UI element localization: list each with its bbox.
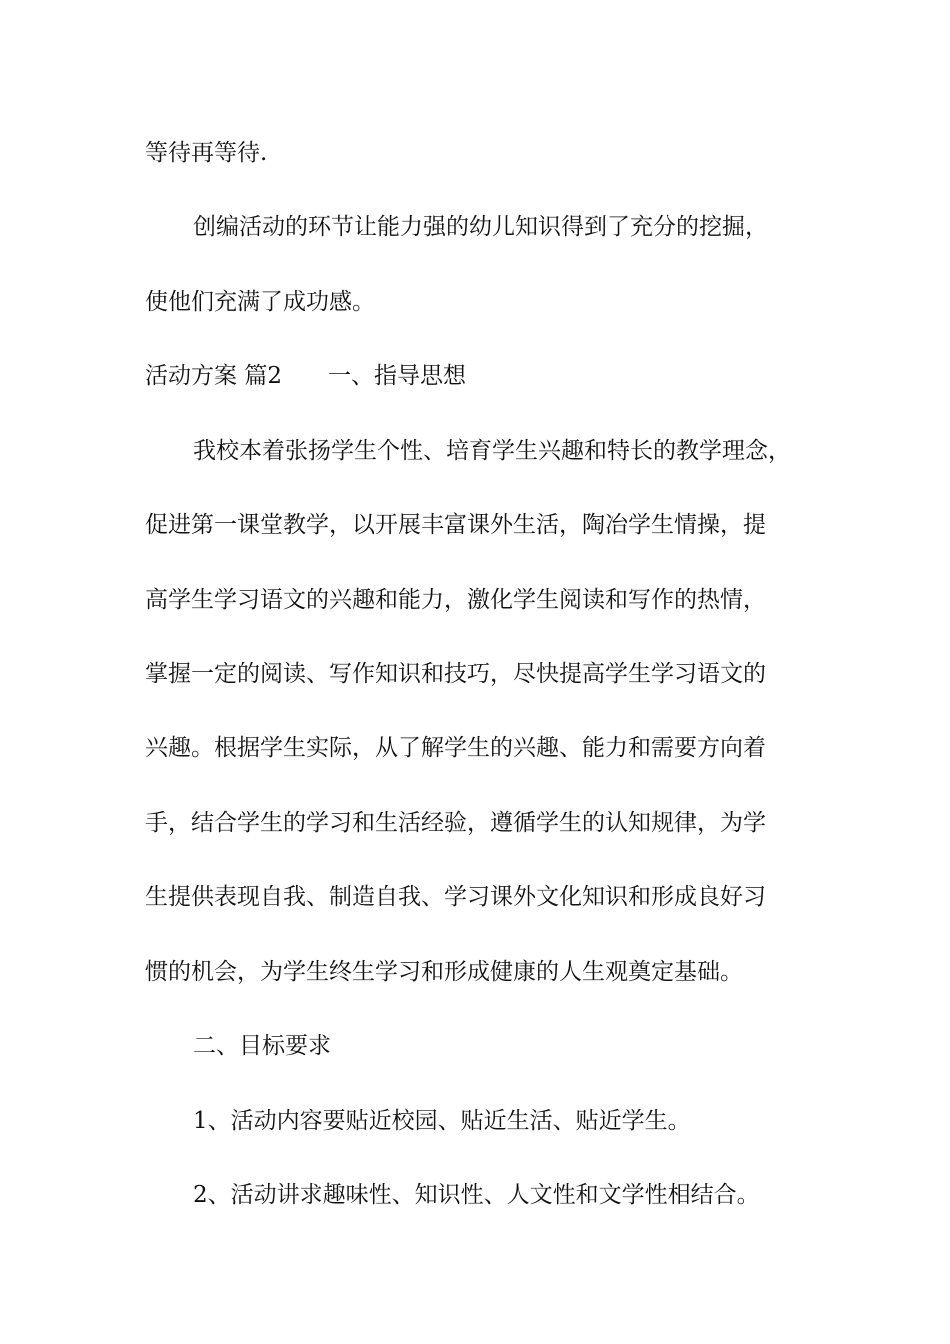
heading-section: 一、指导思想: [327, 363, 466, 389]
text-line: 等待再等待.: [145, 140, 268, 166]
text-line: 兴趣。根据学生实际，从了解学生的兴趣、能力和需要方向着: [145, 735, 766, 761]
heading-title: 活动方案: [145, 363, 237, 389]
text-line: 高学生学习语文的兴趣和能力，激化学生阅读和写作的热情，: [145, 587, 766, 613]
text-line: 惯的机会，为学生终生学习和形成健康的人生观奠定基础。: [145, 959, 743, 985]
heading-part: 篇2: [244, 363, 282, 389]
paragraph-line: 我校本着张扬学生个性、培育学生兴趣和特长的教学理念，: [193, 438, 791, 464]
subsection-heading: 二、目标要求: [193, 1033, 331, 1059]
text-line: 使他们充满了成功感。: [145, 289, 375, 315]
list-item: 1、活动内容要贴近校园、贴近生活、贴近学生。: [193, 1108, 691, 1134]
list-item: 2、活动讲求趣味性、知识性、人文性和文学性相结合。: [193, 1182, 760, 1208]
section-heading: [145, 361, 825, 391]
text-line: 手，结合学生的学习和生活经验，遵循学生的认知规律，为学: [145, 810, 766, 836]
paragraph-line: 创编活动的环节让能力强的幼儿知识得到了充分的挖掘，: [193, 214, 768, 240]
text-line: 促进第一课堂教学，以开展丰富课外生活，陶冶学生情操，提: [145, 512, 766, 538]
text-line: 生提供表现自我、制造自我、学习课外文化知识和形成良好习: [145, 884, 766, 910]
text-line: 掌握一定的阅读、写作知识和技巧，尽快提高学生学习语文的: [145, 661, 766, 687]
